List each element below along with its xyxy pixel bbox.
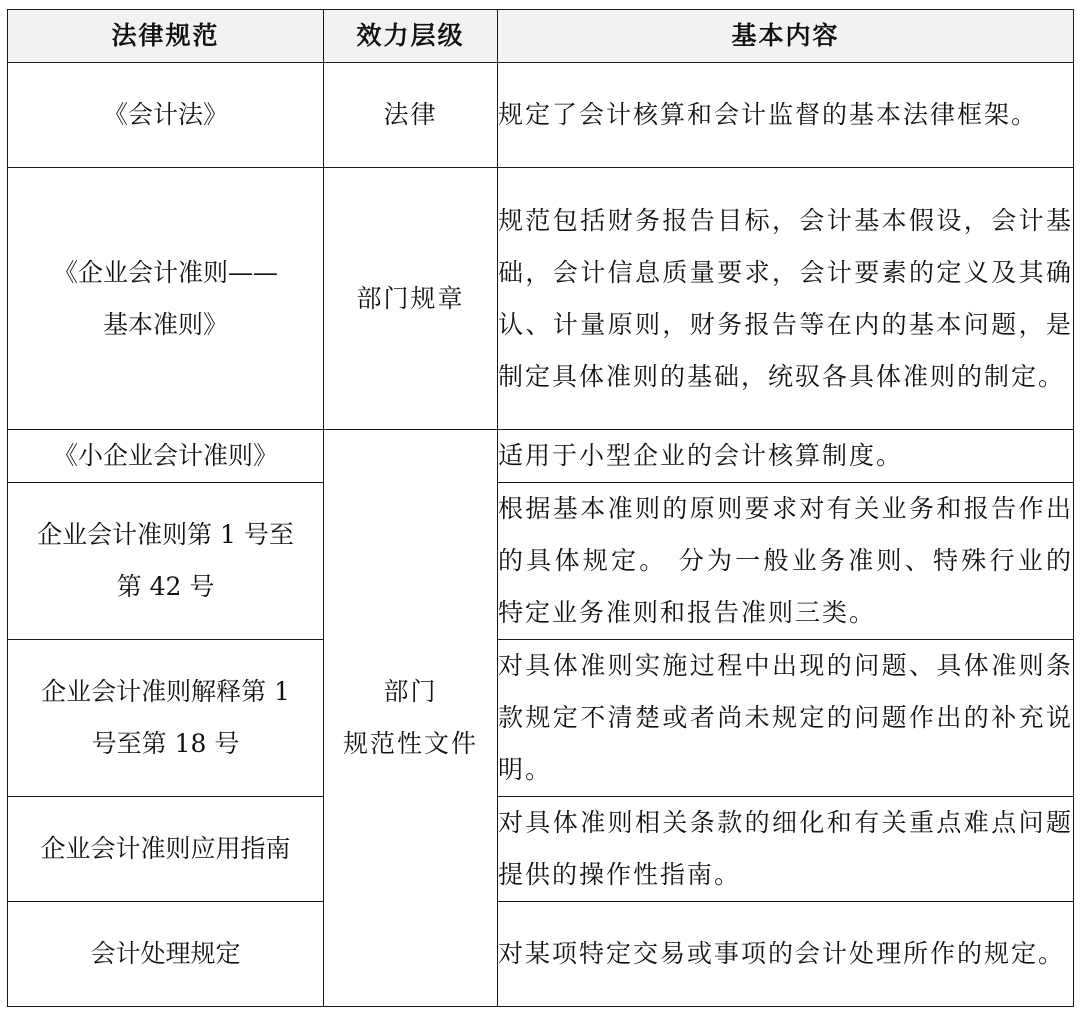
table-row [8,902,1074,1007]
norm-cell [8,640,324,797]
content-cell: 对具体准则相关条款的细化和有关重点难点问题提供的操作性指南。 [498,797,1074,902]
table-row [8,430,1074,483]
content-cell: 对具体准则实施过程中出现的问题、具体准则条款规定不清楚或者尚未规定的问题作出的补充说明。 [498,640,1074,797]
norm-cell [8,483,324,640]
table-row [8,483,1074,640]
norm-line: 企业会计准则应用指南 [40,834,291,863]
level-line: 部门规章 [356,283,465,313]
header-content: 基本内容 [498,10,1074,63]
legal-norms-table [7,9,1074,1007]
norm-cell [8,902,324,1007]
norm-line: 号至第 18 号 [91,729,240,758]
content-cell: 对某项特定交易或事项的会计处理所作的规定。 [498,902,1074,1007]
level-line: 规范性文件 [342,729,478,758]
content-cell: 适用于小型企业的会计核算制度。 [498,430,1074,483]
table-row [8,63,1074,168]
table-header-row [8,10,1074,63]
content-cell: 根据基本准则的原则要求对有关业务和报告作出的具体规定。 分为一般业务准则、特殊行业的特定业务准则和报告准则三类。 [498,483,1074,640]
norm-cell [8,168,324,430]
norm-line: 第 42 号 [116,572,215,601]
norm-line: 企业会计准则解释第 1 [41,677,290,706]
norm-line: 会计处理规定 [90,939,241,968]
level-cell-merged [324,430,498,1007]
level-line: 法律 [383,100,438,129]
norm-line: 基本准则》 [102,309,228,339]
norm-cell [8,63,324,168]
norm-cell [8,797,324,902]
norm-line: 《会计法》 [102,100,228,129]
norm-line: 企业会计准则第 1 号至 [37,520,294,549]
norm-line: 《小企业会计准则》 [52,441,278,470]
content-cell: 规范包括财务报告目标，会计基本假设，会计基础，会计信息质量要求，会计要素的定义及其确认、计量原则，财务报告等在内的基本问题，是制定具体准则的基础，统驭各具体准则的制定。 [498,168,1074,430]
header-norm: 法律规范 [8,10,324,63]
level-cell [324,63,498,168]
norm-line: 《企业会计准则—— [52,257,278,287]
table-row [8,640,1074,797]
table-row [8,797,1074,902]
content-cell: 规定了会计核算和会计监督的基本法律框架。 [498,63,1074,168]
level-cell [324,168,498,430]
level-line: 部门 [383,677,438,706]
table-row [8,168,1074,430]
norm-cell [8,430,324,483]
header-level: 效力层级 [324,10,498,63]
